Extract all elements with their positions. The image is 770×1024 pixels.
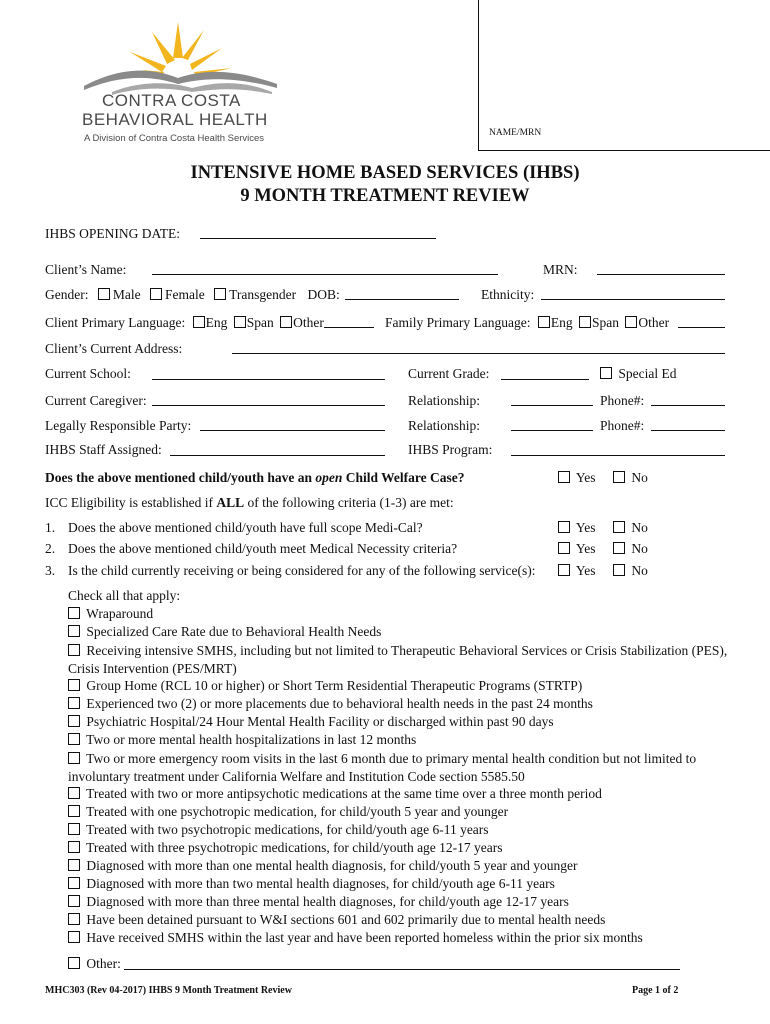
client-eng-label: Eng bbox=[205, 315, 228, 330]
service-item bbox=[68, 606, 153, 622]
transgender-checkbox[interactable] bbox=[214, 288, 226, 300]
criteria-3-yes-label: Yes bbox=[575, 563, 596, 578]
criteria-1-yes-label: Yes bbox=[575, 520, 596, 535]
service-checkbox[interactable] bbox=[68, 841, 80, 853]
service-label: Specialized Care Rate due to Behavioral Health Needs bbox=[86, 624, 382, 639]
footer-page-number: Page 1 of 2 bbox=[632, 985, 679, 996]
cw-question-em: open bbox=[315, 470, 343, 485]
client-eng-checkbox[interactable] bbox=[193, 316, 205, 328]
service-checkbox[interactable] bbox=[68, 715, 80, 727]
icc-post: of the following criteria (1-3) are met: bbox=[244, 495, 454, 510]
service-checkbox[interactable] bbox=[68, 859, 80, 871]
criteria-text-2: Does the above mentioned child/youth meet Medical Necessity criteria? bbox=[68, 541, 458, 556]
opening-date-label: IHBS OPENING DATE: bbox=[45, 226, 180, 241]
client-span-label: Span bbox=[246, 315, 274, 330]
ethnicity-field[interactable] bbox=[541, 299, 725, 300]
icc-bold: ALL bbox=[216, 495, 245, 510]
female-label: Female bbox=[164, 287, 205, 302]
service-item bbox=[68, 822, 489, 838]
service-label: Group Home (RCL 10 or higher) or Short Term Residential Therapeutic Programs (STRTP) bbox=[86, 678, 583, 693]
criteria-num-3: 3. bbox=[45, 563, 56, 578]
service-label: Psychiatric Hospital/24 Hour Mental Health Facility or discharged within past 90 days bbox=[86, 714, 554, 729]
family-other-language-field[interactable] bbox=[678, 327, 725, 328]
caregiver-field[interactable] bbox=[152, 405, 385, 406]
female-checkbox[interactable] bbox=[150, 288, 162, 300]
service-item bbox=[68, 912, 605, 928]
special-ed-label: Special Ed bbox=[618, 366, 677, 381]
special-ed-checkbox[interactable] bbox=[600, 367, 612, 379]
dob-field[interactable] bbox=[345, 299, 459, 300]
name-mrn-label: NAME/MRN bbox=[489, 128, 542, 138]
criteria-3-yes bbox=[558, 563, 596, 579]
family-other-checkbox[interactable] bbox=[625, 316, 637, 328]
org-name-line2: BEHAVIORAL HEALTH bbox=[82, 110, 268, 129]
client-language-row bbox=[45, 315, 324, 331]
criteria-3-no-checkbox[interactable] bbox=[613, 564, 625, 576]
cw-yes-option bbox=[558, 470, 596, 486]
criteria-num-1: 1. bbox=[45, 520, 56, 535]
criteria-2-yes bbox=[558, 541, 596, 557]
service-label: Two or more mental health hospitalizations in last 12 months bbox=[86, 732, 417, 747]
child-welfare-question bbox=[45, 470, 465, 486]
client-span-checkbox[interactable] bbox=[234, 316, 246, 328]
legal-relationship-field[interactable] bbox=[511, 430, 593, 431]
service-checkbox[interactable] bbox=[68, 679, 80, 691]
family-eng-checkbox[interactable] bbox=[538, 316, 550, 328]
form-title-line1: INTENSIVE HOME BASED SERVICES (IHBS) bbox=[190, 163, 580, 183]
family-eng-label: Eng bbox=[550, 315, 573, 330]
client-other-label: Other bbox=[293, 315, 324, 330]
service-item bbox=[68, 732, 416, 748]
service-checkbox[interactable] bbox=[68, 697, 80, 709]
service-item bbox=[68, 624, 381, 640]
service-item bbox=[68, 714, 554, 730]
other-service-checkbox[interactable] bbox=[68, 957, 80, 969]
client-name-field[interactable] bbox=[152, 274, 498, 275]
opening-date-field[interactable] bbox=[200, 238, 436, 239]
service-label: Two or more emergency room visits in the last 6 month due to primary mental health condition but not limited to involuntary treatment under California Welfare and Institution Code section 5585.50 bbox=[68, 751, 697, 784]
caregiver-label: Current Caregiver: bbox=[45, 393, 147, 408]
other-service-item bbox=[68, 956, 121, 972]
service-label: Diagnosed with more than three mental health diagnoses, for child/youth age 12-17 years bbox=[86, 894, 569, 909]
family-span-label: Span bbox=[591, 315, 619, 330]
service-item bbox=[68, 894, 569, 910]
caregiver-phone-label: Phone#: bbox=[600, 393, 645, 408]
family-language-row bbox=[385, 315, 669, 331]
family-span-checkbox[interactable] bbox=[579, 316, 591, 328]
other-service-field[interactable] bbox=[124, 969, 680, 970]
grade-label: Current Grade: bbox=[408, 366, 490, 381]
school-label: Current School: bbox=[45, 366, 131, 381]
service-label: Treated with one psychotropic medication, for child/youth 5 year and younger bbox=[86, 804, 509, 819]
dob-label: DOB: bbox=[307, 287, 340, 302]
service-label: Treated with two or more antipsychotic medications at the same time over a three month period bbox=[86, 786, 602, 801]
cw-question-post: Child Welfare Case? bbox=[342, 470, 465, 485]
service-item bbox=[68, 858, 578, 874]
criteria-1-yes-checkbox[interactable] bbox=[558, 521, 570, 533]
check-all-label: Check all that apply: bbox=[68, 588, 181, 603]
service-checkbox[interactable] bbox=[68, 931, 80, 943]
footer-form-id: MHC303 (Rev 04-2017) IHBS 9 Month Treatment Review bbox=[45, 985, 292, 996]
criteria-2-yes-checkbox[interactable] bbox=[558, 542, 570, 554]
gender-label: Gender: bbox=[45, 287, 89, 302]
cw-no-label: No bbox=[631, 470, 648, 485]
program-label: IHBS Program: bbox=[408, 442, 493, 457]
legal-party-label: Legally Responsible Party: bbox=[45, 418, 192, 433]
cw-yes-checkbox[interactable] bbox=[558, 471, 570, 483]
school-field[interactable] bbox=[152, 379, 385, 380]
criteria-3-yes-checkbox[interactable] bbox=[558, 564, 570, 576]
service-label: Diagnosed with more than one mental health diagnosis, for child/youth 5 year and younger bbox=[86, 858, 578, 873]
staff-field[interactable] bbox=[170, 455, 385, 456]
legal-phone-label: Phone#: bbox=[600, 418, 645, 433]
cw-no-option bbox=[613, 470, 648, 486]
criteria-1-no-checkbox[interactable] bbox=[613, 521, 625, 533]
client-name-label: Client’s Name: bbox=[45, 262, 127, 277]
address-field[interactable] bbox=[232, 353, 725, 354]
sun-hills-logo-icon bbox=[82, 18, 282, 98]
client-language-label: Client Primary Language: bbox=[45, 315, 186, 330]
criteria-1-no-label: No bbox=[631, 520, 648, 535]
address-label: Client’s Current Address: bbox=[45, 341, 183, 356]
client-other-checkbox[interactable] bbox=[280, 316, 292, 328]
gender-row bbox=[45, 287, 340, 303]
service-label: Have received SMHS within the last year and have been reported homeless within the prior six months bbox=[86, 930, 643, 945]
mrn-label: MRN: bbox=[543, 262, 578, 277]
male-label: Male bbox=[112, 287, 141, 302]
mrn-field[interactable] bbox=[597, 274, 725, 275]
criteria-num-2: 2. bbox=[45, 541, 56, 556]
criteria-3-no-label: No bbox=[631, 563, 648, 578]
service-checkbox[interactable] bbox=[68, 644, 80, 656]
family-other-label: Other bbox=[638, 315, 670, 330]
legal-relationship-label: Relationship: bbox=[408, 418, 480, 433]
criteria-text-3: Is the child currently receiving or being considered for any of the following service(s): bbox=[68, 563, 536, 578]
male-checkbox[interactable] bbox=[98, 288, 110, 300]
ethnicity-label: Ethnicity: bbox=[481, 287, 535, 302]
service-checkbox[interactable] bbox=[68, 805, 80, 817]
service-checkbox[interactable] bbox=[68, 625, 80, 637]
icc-eligibility-text bbox=[45, 495, 454, 511]
service-label: Diagnosed with more than two mental health diagnoses, for child/youth age 6-11 years bbox=[86, 876, 555, 891]
service-item bbox=[68, 804, 508, 820]
service-checkbox[interactable] bbox=[68, 787, 80, 799]
service-checkbox[interactable] bbox=[68, 733, 80, 745]
service-checkbox[interactable] bbox=[68, 895, 80, 907]
service-label: Receiving intensive SMHS, including but not limited to Therapeutic Behavioral Services or Crisis Stabilization (PES), Crisis Intervention (PES/MRT) bbox=[68, 643, 728, 676]
cw-yes-label: Yes bbox=[575, 470, 596, 485]
service-item bbox=[68, 840, 503, 856]
service-label: Wraparound bbox=[86, 606, 154, 621]
service-item bbox=[68, 876, 555, 892]
cw-question-pre: Does the above mentioned child/youth have an bbox=[45, 470, 316, 485]
caregiver-phone-field[interactable] bbox=[651, 405, 725, 406]
criteria-1-yes bbox=[558, 520, 596, 536]
service-checkbox[interactable] bbox=[68, 607, 80, 619]
org-name-line1: CONTRA COSTA bbox=[102, 91, 241, 110]
staff-label: IHBS Staff Assigned: bbox=[45, 442, 162, 457]
service-item bbox=[68, 642, 728, 678]
service-checkbox[interactable] bbox=[68, 877, 80, 889]
service-item bbox=[68, 750, 728, 786]
org-logo bbox=[82, 18, 282, 148]
form-title-line2: 9 MONTH TREATMENT REVIEW bbox=[240, 186, 530, 206]
service-item bbox=[68, 930, 643, 946]
legal-party-field[interactable] bbox=[200, 430, 385, 431]
service-checkbox[interactable] bbox=[68, 913, 80, 925]
service-label: Treated with two psychotropic medications, for child/youth age 6-11 years bbox=[86, 822, 489, 837]
criteria-2-yes-label: Yes bbox=[575, 541, 596, 556]
service-label: Have been detained pursuant to W&I sections 601 and 602 primarily due to mental health needs bbox=[86, 912, 606, 927]
icc-pre: ICC Eligibility is established if bbox=[45, 495, 217, 510]
caregiver-relationship-field[interactable] bbox=[511, 405, 593, 406]
special-ed-option bbox=[600, 366, 676, 382]
service-item bbox=[68, 696, 593, 712]
criteria-2-no-checkbox[interactable] bbox=[613, 542, 625, 554]
transgender-label: Transgender bbox=[229, 287, 297, 302]
family-language-label: Family Primary Language: bbox=[385, 315, 531, 330]
service-label: Treated with three psychotropic medications, for child/youth age 12-17 years bbox=[86, 840, 503, 855]
criteria-3-no bbox=[613, 563, 648, 579]
service-checkbox[interactable] bbox=[68, 823, 80, 835]
service-label: Experienced two (2) or more placements due to behavioral health needs in the past 24 months bbox=[86, 696, 593, 711]
client-other-language-field[interactable] bbox=[324, 327, 374, 328]
legal-phone-field[interactable] bbox=[651, 430, 725, 431]
service-item bbox=[68, 678, 582, 694]
caregiver-relationship-label: Relationship: bbox=[408, 393, 480, 408]
cw-no-checkbox[interactable] bbox=[613, 471, 625, 483]
criteria-2-no-label: No bbox=[631, 541, 648, 556]
service-item bbox=[68, 786, 602, 802]
grade-field[interactable] bbox=[501, 379, 589, 380]
criteria-2-no bbox=[613, 541, 648, 557]
other-service-label: Other: bbox=[86, 956, 121, 971]
service-checkbox[interactable] bbox=[68, 752, 80, 764]
org-subtitle: A Division of Contra Costa Health Services bbox=[84, 133, 265, 144]
criteria-1-no bbox=[613, 520, 648, 536]
criteria-text-1: Does the above mentioned child/youth have full scope Medi-Cal? bbox=[68, 520, 423, 535]
program-field[interactable] bbox=[511, 455, 725, 456]
